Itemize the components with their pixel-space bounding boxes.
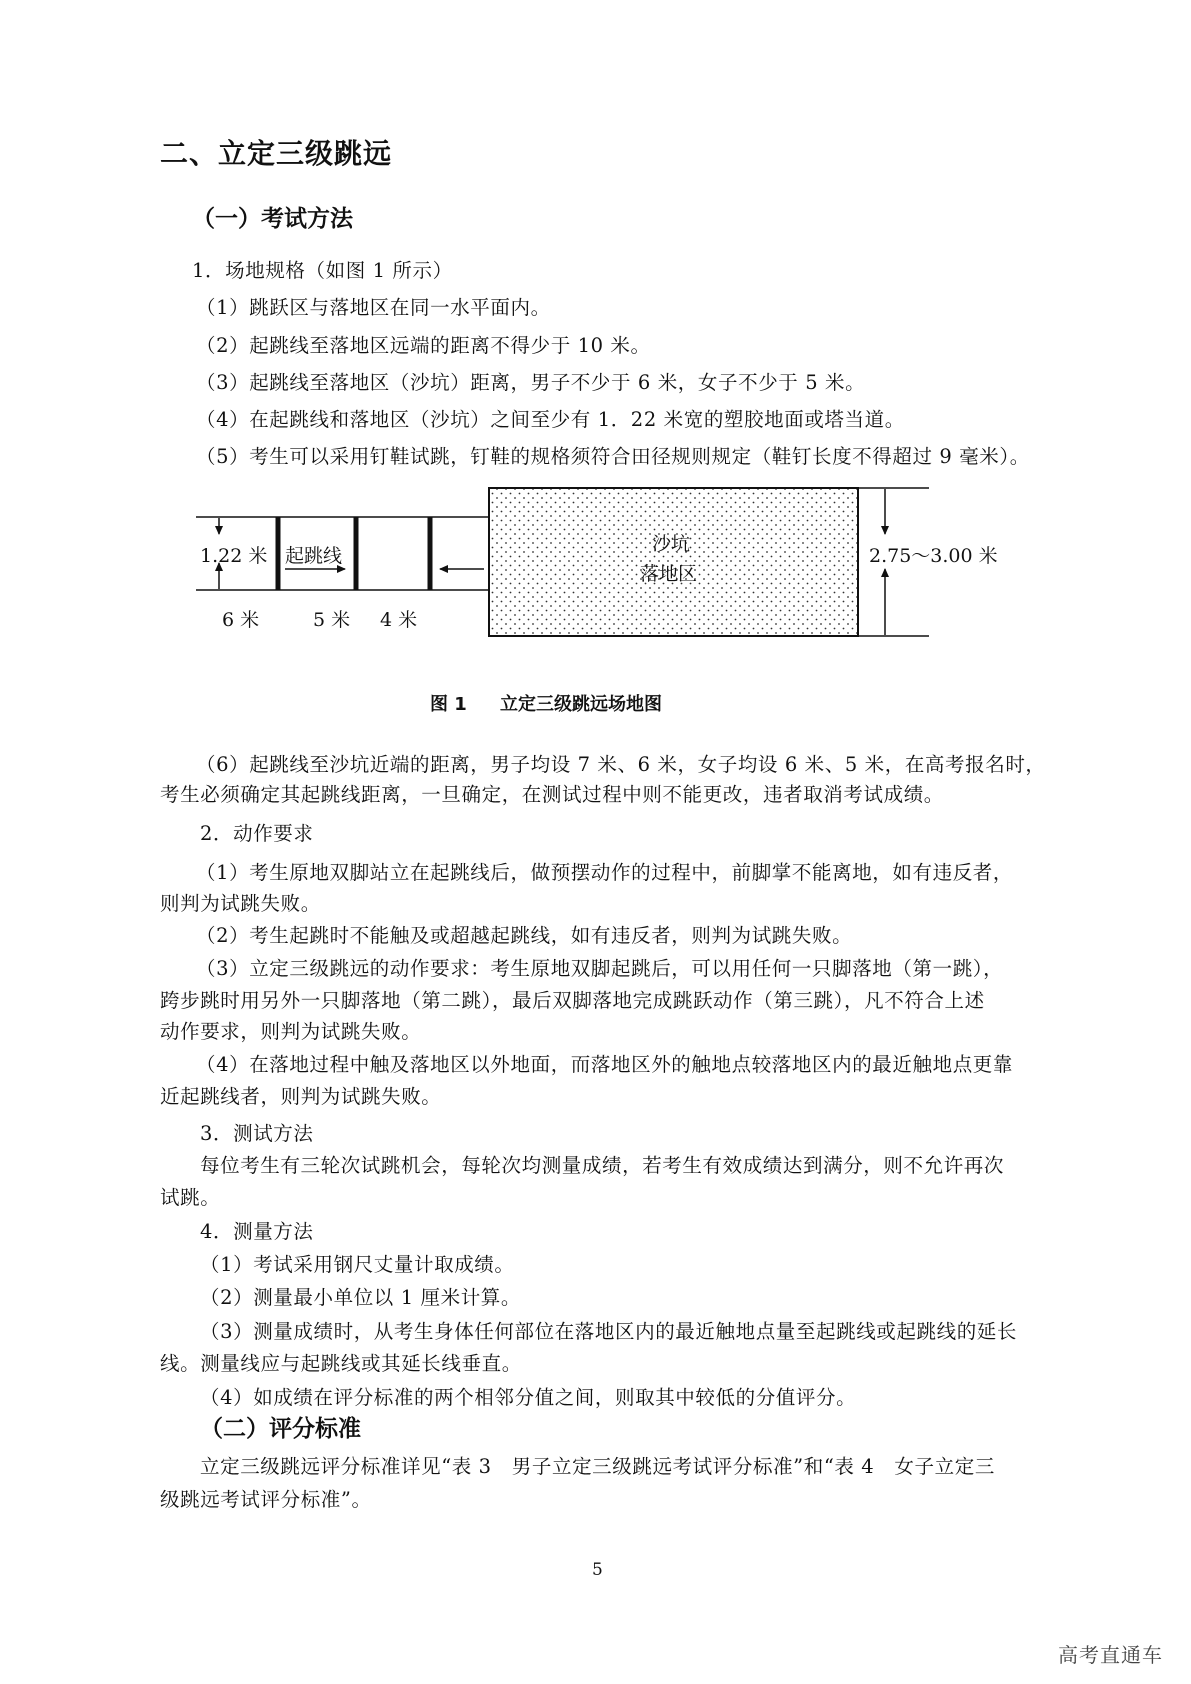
venue-rule-6-line-2: 考生必须确定其起跳线距离，一旦确定，在测试过程中则不能更改，违者取消考试成绩。 bbox=[160, 783, 944, 806]
action-line-3: （2）考生起跳时不能触及或超越起跳线，如有违反者，则判为试跳失败。 bbox=[196, 924, 853, 947]
action-line-5: 跨步跳时用另外一只脚落地（第二跳），最后双脚落地完成跳跃动作（第三跳），凡不符合上述 bbox=[160, 989, 985, 1012]
action-line-2: 则判为试跳失败。 bbox=[160, 892, 321, 915]
watermark: 高考直通车 bbox=[1058, 1643, 1163, 1667]
score-line-1: 立定三级跳远评分标准详见“表 3 男子立定三级跳远考试评分标准”和“表 4 女子立定三 bbox=[200, 1455, 995, 1478]
venue-rule-5: （5）考生可以采用钉鞋试跳，钉鞋的规格须符合田径规则规定（鞋钉长度不得超过 9 毫米）。 bbox=[196, 445, 1030, 468]
page-number: 5 bbox=[592, 1560, 603, 1580]
measure-line-4: 线。测量线应与起跳线或其延长线垂直。 bbox=[160, 1352, 522, 1375]
action-line-1: （1）考生原地双脚站立在起跳线后，做预摆动作的过程中，前脚掌不能离地，如有违反者， bbox=[196, 861, 1014, 884]
subsection-title-methods: （一）考试方法 bbox=[192, 206, 353, 232]
score-line-2: 级跳远考试评分标准”。 bbox=[160, 1488, 372, 1511]
label-pit-width: 2.75～3.00 米 bbox=[869, 545, 998, 567]
label-runway-width: 1.22 米 bbox=[200, 545, 268, 567]
figure-caption-number: 图 1 bbox=[430, 694, 467, 715]
test-line-2: 试跳。 bbox=[160, 1186, 221, 1209]
label-dim-5m: 5 米 bbox=[313, 609, 351, 631]
venue-rule-1: （1）跳跃区与落地区在同一水平面内。 bbox=[196, 296, 551, 319]
venue-rule-2: （2）起跳线至落地区远端的距离不得少于 10 米。 bbox=[196, 334, 651, 357]
venue-rule-4: （4）在起跳线和落地区（沙坑）之间至少有 1．22 米宽的塑胶地面或塔当道。 bbox=[196, 408, 905, 431]
action-line-7: （4）在落地过程中触及落地区以外地面，而落地区外的触地点较落地区内的最近触地点更靠 bbox=[196, 1053, 1014, 1076]
measure-line-3: （3）测量成绩时，从考生身体任何部位在落地区内的最近触地点量至起跳线或起跳线的延长 bbox=[200, 1320, 1018, 1343]
sand-pit bbox=[489, 488, 858, 636]
measure-line-2: （2）测量最小单位以 1 厘米计算。 bbox=[200, 1286, 522, 1309]
subsection-title-scoring: （二）评分标准 bbox=[200, 1416, 361, 1442]
label-pit-2: 落地区 bbox=[640, 563, 698, 585]
measure-line-1: （1）考试采用钢尺丈量计取成绩。 bbox=[200, 1253, 515, 1276]
action-line-6: 动作要求，则判为试跳失败。 bbox=[160, 1020, 422, 1043]
label-dim-6m: 6 米 bbox=[222, 609, 260, 631]
label-takeoff-line: 起跳线 bbox=[285, 545, 343, 567]
label-pit-1: 沙坑 bbox=[652, 533, 691, 555]
figure-caption-text: 立定三级跳远场地图 bbox=[500, 694, 662, 715]
item-title-venue: 1．场地规格（如图 1 所示） bbox=[192, 259, 453, 282]
item-title-test: 3．测试方法 bbox=[200, 1122, 314, 1145]
venue-diagram bbox=[0, 478, 1191, 658]
measure-line-5: （4）如成绩在评分标准的两个相邻分值之间，则取其中较低的分值评分。 bbox=[200, 1386, 857, 1409]
label-dim-4m: 4 米 bbox=[380, 609, 418, 631]
section-title: 二、立定三级跳远 bbox=[160, 137, 393, 170]
venue-rule-3: （3）起跳线至落地区（沙坑）距离，男子不少于 6 米，女子不少于 5 米。 bbox=[196, 371, 866, 394]
test-line-1: 每位考生有三轮次试跳机会，每轮次均测量成绩，若考生有效成绩达到满分，则不允许再次 bbox=[200, 1154, 1005, 1177]
item-title-action: 2．动作要求 bbox=[200, 822, 314, 845]
action-line-8: 近起跳线者，则判为试跳失败。 bbox=[160, 1085, 442, 1108]
item-title-measure: 4．测量方法 bbox=[200, 1220, 314, 1243]
venue-rule-6-line-1: （6）起跳线至沙坑近端的距离，男子均设 7 米、6 米，女子均设 6 米、5 米，在高考报名时， bbox=[196, 753, 1046, 776]
action-line-4: （3）立定三级跳远的动作要求：考生原地双脚起跳后，可以用任何一只脚落地（第一跳）， bbox=[196, 957, 1004, 980]
